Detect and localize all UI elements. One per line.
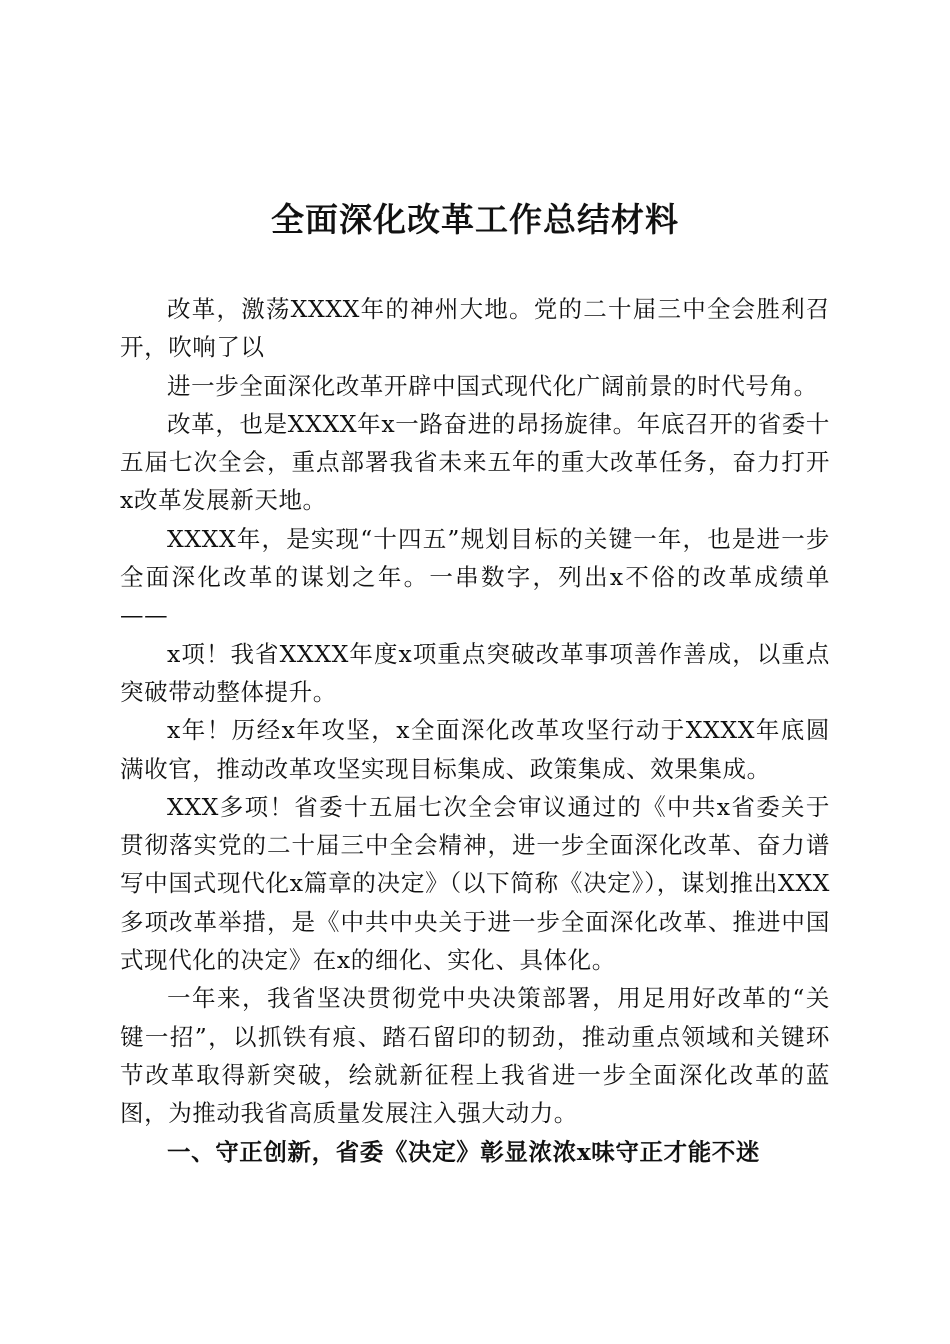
paragraph: XXX多项！省委十五届七次全会审议通过的《中共x省委关于贯彻落实党的二十届三中全会精神，进一步全面深化改革、奋力谱写中国式现代化x篇章的决定》（以下简称《决定》），谋划推出XXX多项改革举措，是《中共中央关于进一步全面深化改革、推进中国式现代化的决定》在x的细化、实化、具体化。 bbox=[120, 792, 830, 975]
paragraph: x年！历经x年攻坚，x全面深化改革攻坚行动于XXXX年底圆满收官，推动改革攻坚实现目标集成、政策集成、效果集成。 bbox=[120, 716, 830, 783]
paragraph: 改革，也是XXXX年x一路奋进的昂扬旋律。年底召开的省委十五届七次全会，重点部署我省未来五年的重大改革任务，奋力打开x改革发展新天地。 bbox=[120, 409, 830, 515]
paragraph: XXXX年，是实现“十四五”规划目标的关键一年，也是进一步全面深化改革的谋划之年。一串数字，列出x不俗的改革成绩单—— bbox=[120, 524, 830, 630]
paragraph: x项！我省XXXX年度x项重点突破改革事项善作善成，以重点突破带动整体提升。 bbox=[120, 639, 830, 706]
section-heading: 一、守正创新，省委《决定》彰显浓浓x味守正才能不迷 bbox=[167, 1137, 761, 1166]
document-body bbox=[120, 290, 830, 1171]
paragraph: 进一步全面深化改革开辟中国式现代化广阔前景的时代号角。 bbox=[167, 371, 818, 400]
paragraph: 改革，激荡XXXX年的神州大地。党的二十届三中全会胜利召开，吹响了以 bbox=[120, 295, 830, 362]
document-title: 全面深化改革工作总结材料 bbox=[271, 200, 679, 239]
paragraph: 一年来，我省坚决贯彻党中央决策部署，用足用好改革的“关键一招”，以抓铁有痕、踏石留印的韧劲，推动重点领域和关键环节改革取得新突破，绘就新征程上我省进一步全面深化改革的蓝图，为推动我省高质量发展注入强大动力。 bbox=[120, 984, 830, 1128]
